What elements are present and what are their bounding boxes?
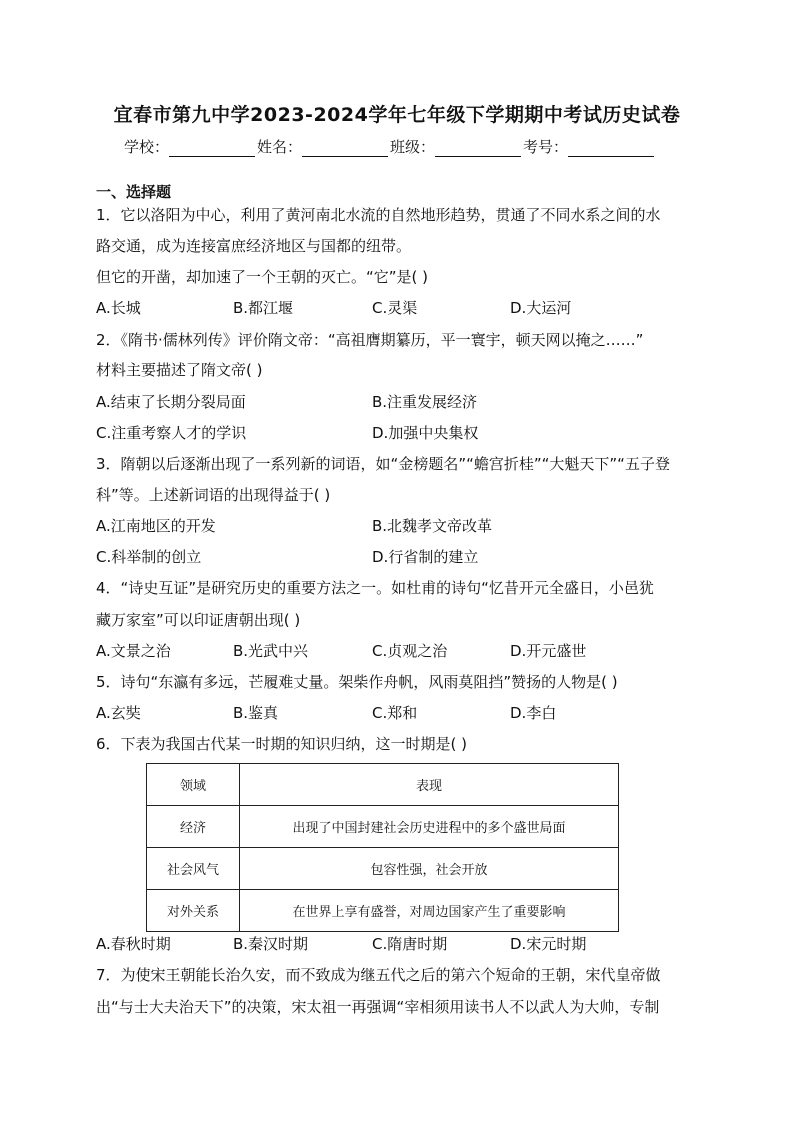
q1-option-c[interactable]: C.灵渠 xyxy=(372,299,418,317)
q5-option-c[interactable]: C.郑和 xyxy=(372,704,418,722)
q3-option-d[interactable]: D.行省制的建立 xyxy=(372,548,479,566)
school-label: 学校： xyxy=(124,138,170,156)
exam-title: 宜春市第九中学2023-2024学年七年级下学期期中考试历史试卷 xyxy=(113,104,681,126)
q5-option-d[interactable]: D.李白 xyxy=(510,704,557,722)
name-label: 姓名： xyxy=(257,138,303,156)
table-header-row xyxy=(147,764,619,806)
q7-text-line2: 出“与士大夫治天下”的决策，宋太祖一再强调“宰相须用读书人不以武人为大帅，专制 xyxy=(96,998,660,1016)
q1-option-b[interactable]: B.都江堰 xyxy=(233,299,294,317)
table-cell-field: 社会风气 xyxy=(147,848,240,890)
number-blank[interactable] xyxy=(568,142,654,157)
q3-text-line1: 3．隋朝以后逐渐出现了一系列新的词语，如“金榜题名”“蟾宫折桂”“大魁天下”“五子登 xyxy=(96,455,670,473)
q4-text-line2: 藏万家室”可以印证唐朝出现( ) xyxy=(96,611,301,629)
name-blank[interactable] xyxy=(302,142,388,157)
class-label: 班级： xyxy=(390,138,436,156)
table-header-field: 领域 xyxy=(147,764,240,806)
student-info-row xyxy=(124,136,656,157)
q7-text-line1: 7．为使宋王朝能长治久安，而不致成为继五代之后的第六个短命的王朝，宋代皇帝做 xyxy=(96,966,661,984)
table-cell-field: 经济 xyxy=(147,806,240,848)
school-blank[interactable] xyxy=(169,142,255,157)
q2-option-c[interactable]: C.注重考察人才的学识 xyxy=(96,424,247,442)
q1-text-line1: 1．它以洛阳为中心，利用了黄河南北水流的自然地形趋势，贯通了不同水系之间的水 xyxy=(96,206,661,224)
section-heading: 一、选择题 xyxy=(96,183,172,201)
q1-option-d[interactable]: D.大运河 xyxy=(510,299,572,317)
table-row xyxy=(147,890,619,932)
q2-text-line2: 材料主要描述了隋文帝( ) xyxy=(96,361,263,379)
q1-text-line2: 路交通，成为连接富庶经济地区与国都的纽带。 xyxy=(96,237,412,255)
number-label: 考号： xyxy=(523,138,569,156)
table-cell-content: 在世界上享有盛誉，对周边国家产生了重要影响 xyxy=(240,890,619,932)
q4-option-a[interactable]: A.文景之治 xyxy=(96,642,171,660)
q2-option-b[interactable]: B.注重发展经济 xyxy=(372,393,478,411)
table-header-content: 表现 xyxy=(240,764,619,806)
table-row xyxy=(147,806,619,848)
q2-option-d[interactable]: D.加强中央集权 xyxy=(372,424,479,442)
q3-option-c[interactable]: C.科举制的创立 xyxy=(96,548,202,566)
q5-text-line1: 5．诗句“东瀛有多远，芒履难丈量。架柴作舟帆，风雨莫阻挡”赞扬的人物是( ) xyxy=(96,673,618,691)
q3-text-line2: 科”等。上述新词语的出现得益于( ) xyxy=(96,486,331,504)
q3-option-b[interactable]: B.北魏孝文帝改革 xyxy=(372,517,493,535)
q6-option-a[interactable]: A.春秋时期 xyxy=(96,935,171,953)
q4-text-line1: 4．“诗史互证”是研究历史的重要方法之一。如杜甫的诗句“忆昔开元全盛日，小邑犹 xyxy=(96,579,654,597)
q6-option-b[interactable]: B.秦汉时期 xyxy=(233,935,309,953)
table-cell-field: 对外关系 xyxy=(147,890,240,932)
table-cell-content: 出现了中国封建社会历史进程中的多个盛世局面 xyxy=(240,806,619,848)
q2-option-a[interactable]: A.结束了长期分裂局面 xyxy=(96,393,246,411)
table-row xyxy=(147,848,619,890)
q4-option-d[interactable]: D.开元盛世 xyxy=(510,642,587,660)
q4-option-c[interactable]: C.贞观之治 xyxy=(372,642,448,660)
q6-table xyxy=(146,763,619,932)
q1-option-a[interactable]: A.长城 xyxy=(96,299,141,317)
q6-option-d[interactable]: D.宋元时期 xyxy=(510,935,587,953)
class-blank[interactable] xyxy=(435,142,521,157)
q4-option-b[interactable]: B.光武中兴 xyxy=(233,642,309,660)
q1-text-line3: 但它的开凿，却加速了一个王朝的灭亡。“它”是( ) xyxy=(96,268,429,286)
q5-option-a[interactable]: A.玄奘 xyxy=(96,704,141,722)
q6-text-line1: 6．下表为我国古代某一时期的知识归纳，这一时期是( ) xyxy=(96,735,468,753)
table-cell-content: 包容性强，社会开放 xyxy=(240,848,619,890)
q5-option-b[interactable]: B.鉴真 xyxy=(233,704,279,722)
q3-option-a[interactable]: A.江南地区的开发 xyxy=(96,517,216,535)
q6-option-c[interactable]: C.隋唐时期 xyxy=(372,935,448,953)
q2-text-line1: 2．《隋书·儒林列传》评价隋文帝：“高祖膺期纂历，平一寰宇，顿天网以掩之……” xyxy=(96,331,644,349)
